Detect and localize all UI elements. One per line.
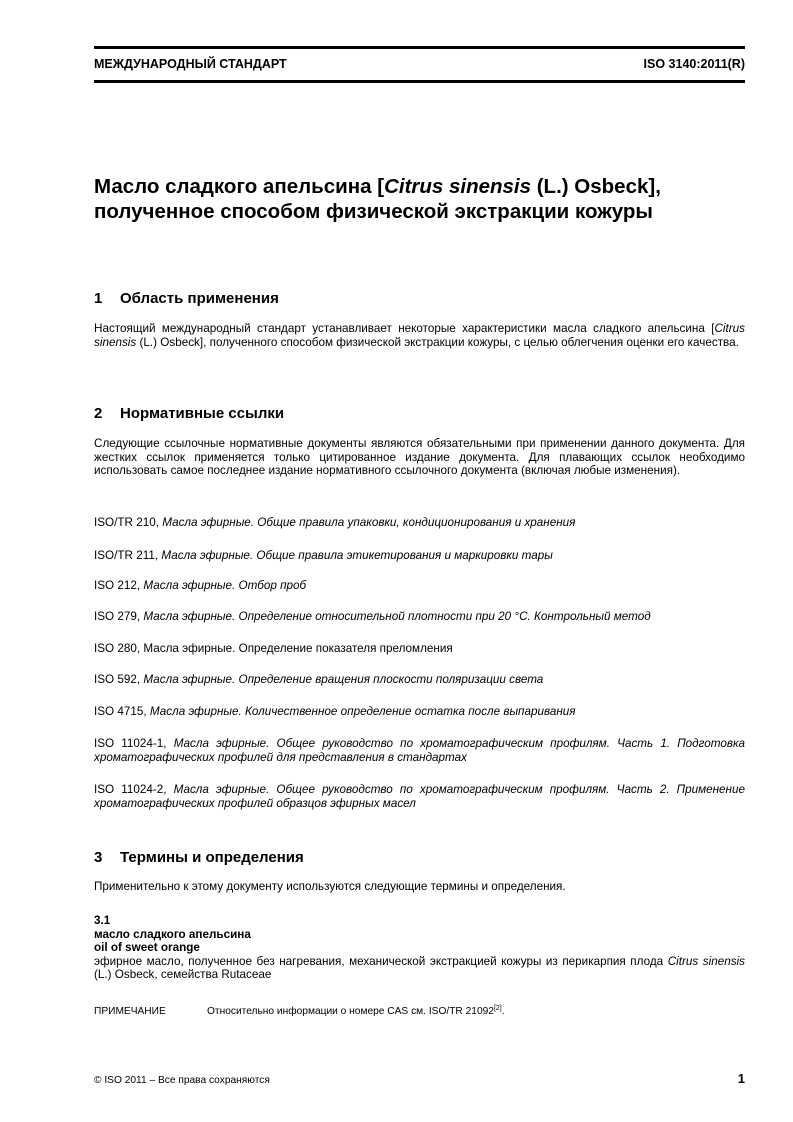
term-entry [94,914,745,982]
section-1-paragraph: Настоящий международный стандарт устанавливает некоторые характеристики масла сладкого апельсина [Citrus sinensis (L.) Osbeck], полученного способом физической экстракции кожуры, с целью облегчения оценки его качества. [94,322,745,349]
reference-item: ISO/TR 210, Масла эфирные. Общие правила упаковки, кондиционирования и хранения [94,516,576,529]
section-1-heading: 1 Область применения [94,290,279,307]
document-title: Масло сладкого апельсина [Citrus sinensis (L.) Osbeck], полученное способом физической экстракции кожуры [94,175,661,223]
term-english: oil of sweet orange [94,941,200,955]
term-number: 3.1 [94,914,111,927]
footer-copyright: © ISO 2011 – Все права сохраняются [94,1075,270,1086]
reference-item: ISO 212, Масла эфирные. Отбор проб [94,579,307,592]
section-2-intro: Следующие ссылочные нормативные документы являются обязательными при применении данного документа. Для жестких ссылок применяется только цитированное издание документа. Для плавающих ссылок необходимо использовать самое последнее издание нормативного ссылочного документа (включая любые изменения). [94,437,745,478]
term-russian: масло сладкого апельсина [94,927,251,941]
reference-item: ISO 11024-1, Масла эфирные. Общее руководство по хроматографическим профилям. Часть 1. Подготовка хроматографических профилей для представления в стандартах [94,737,745,764]
page-number: 1 [737,1071,745,1086]
header-top-rule [94,46,745,49]
header-bottom-rule [94,80,745,83]
reference-item: ISO 279, Масла эфирные. Определение относительной плотности при 20 °C. Контрольный метод [94,610,651,623]
section-3-intro: Применительно к этому документу используются следующие термины и определения. [94,880,566,893]
reference-item: ISO 11024-2, Масла эфирные. Общее руководство по хроматографическим профилям. Часть 2. Применение хроматографических профилей образцов эфирных масел [94,783,745,810]
reference-item: ISO 4715, Масла эфирные. Количественное определение остатка после выпаривания [94,705,576,718]
section-2-heading: 2 Нормативные ссылки [94,405,285,422]
section-3-heading: 3 Термины и определения [94,849,304,866]
header-document-number: ISO 3140:2011(R) [643,57,745,71]
reference-item: ISO/TR 211, Масла эфирные. Общие правила этикетирования и маркировки тары [94,549,553,562]
term-note: ПРИМЕЧАНИЕ Относительно информации о номере CAS см. ISO/TR 21092[2]. [94,1005,505,1017]
term-definition: эфирное масло, полученное без нагревания, механической экстракцией кожуры из перикарпия плода Citrus sinensis (L.) Osbeck, семейства Rutaceae [94,954,745,982]
reference-item: ISO 592, Масла эфирные. Определение вращения плоскости поляризации света [94,673,544,686]
reference-item: ISO 280, Масла эфирные. Определение показателя преломления [94,642,453,655]
header-standard-type: МЕЖДУНАРОДНЫЙ СТАНДАРТ [94,57,287,71]
